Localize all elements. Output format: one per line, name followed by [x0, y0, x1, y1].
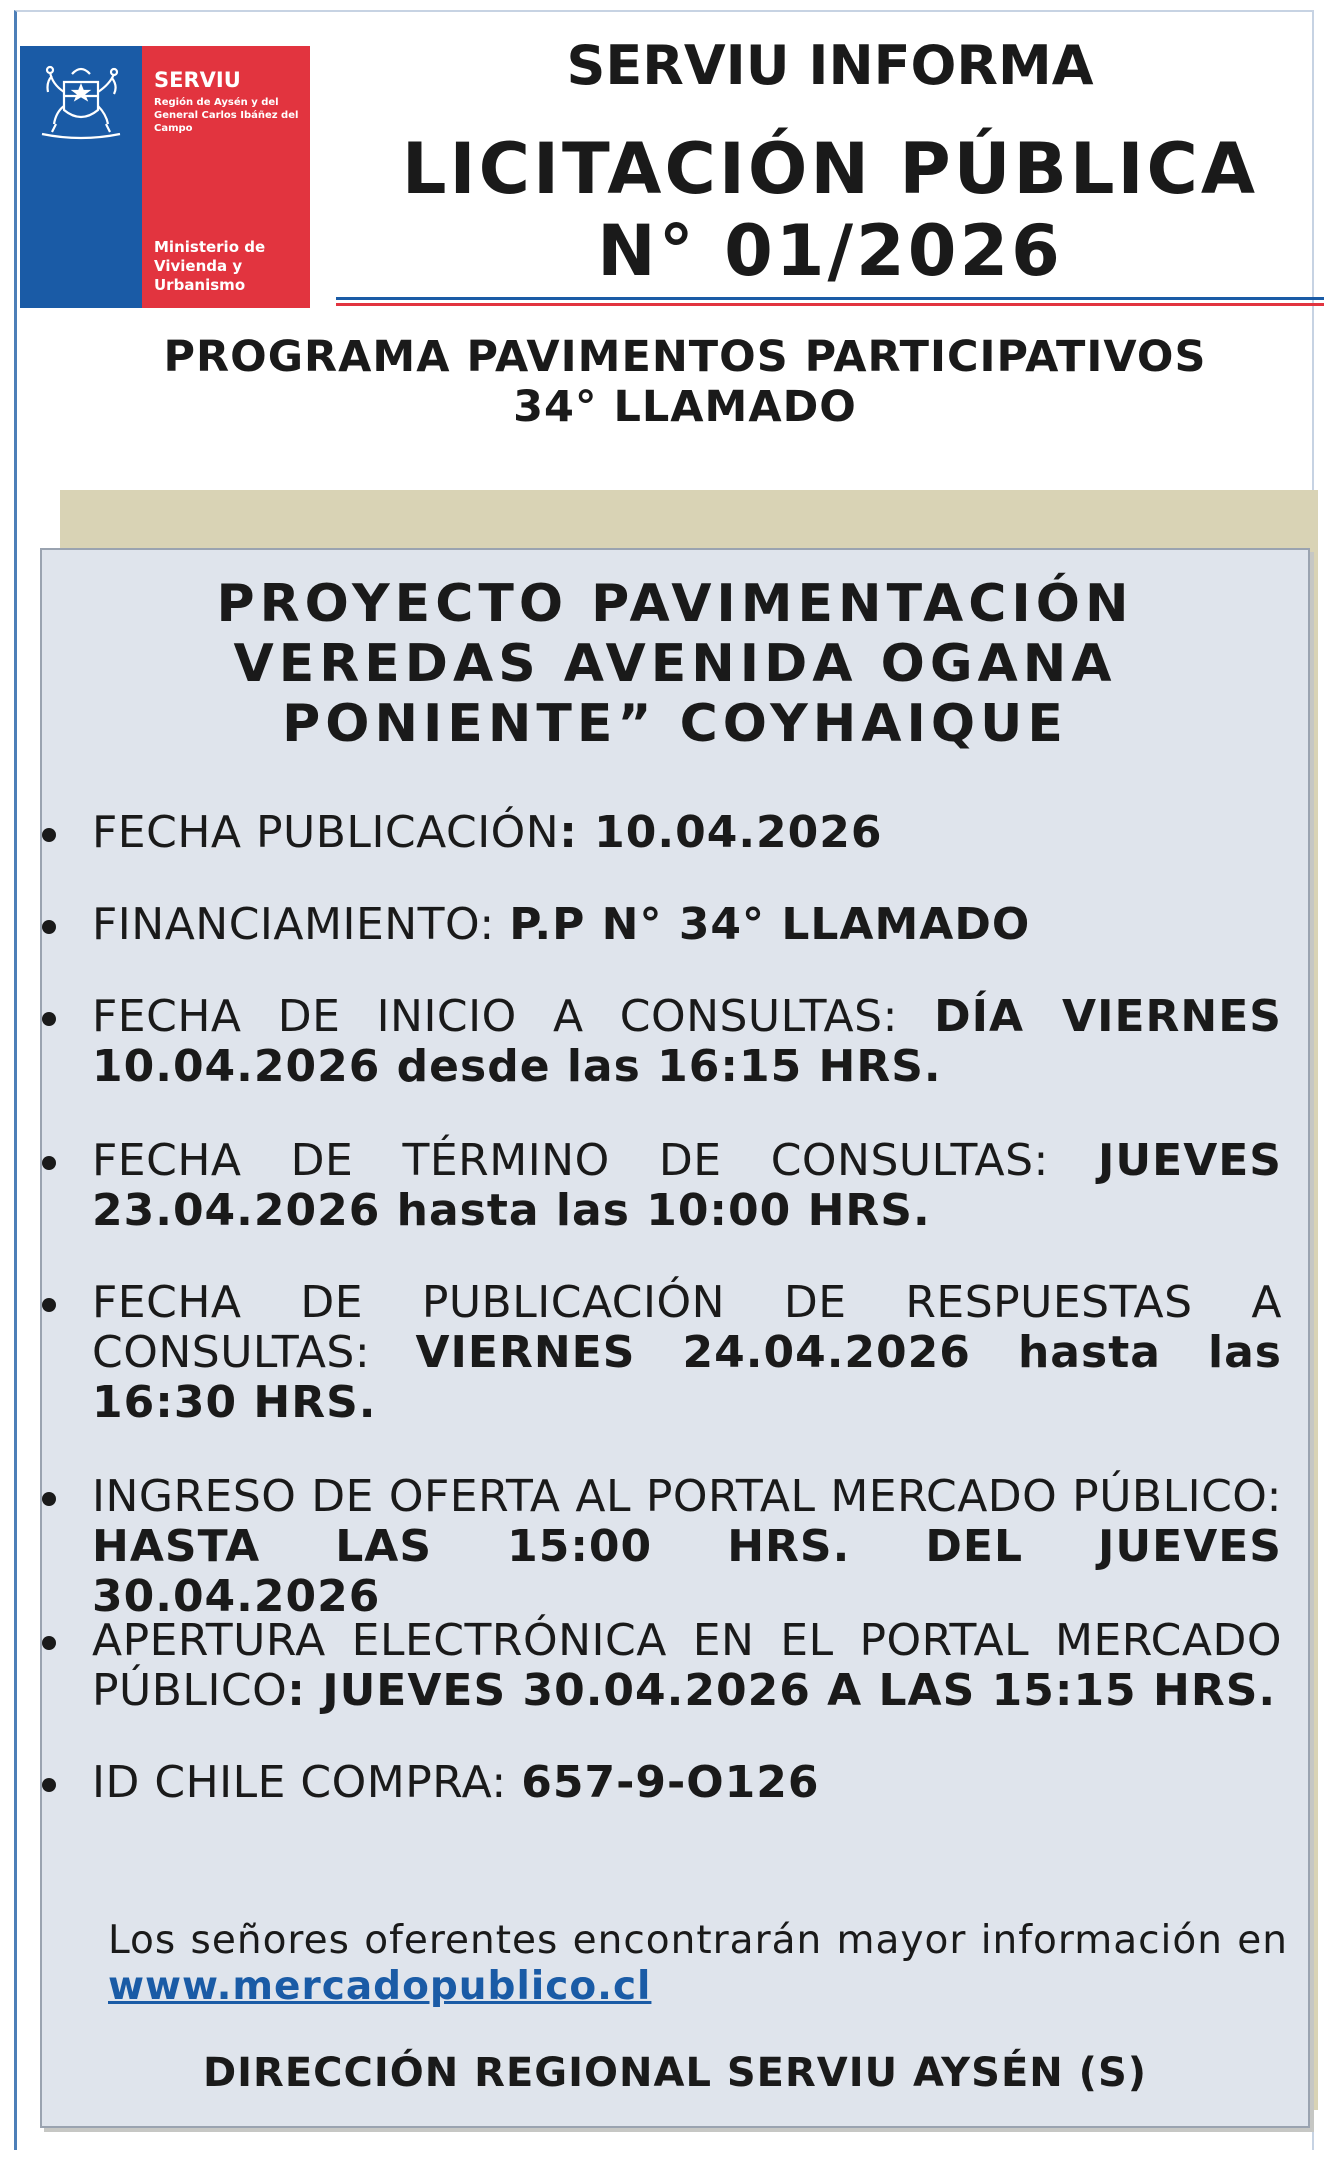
item-label: ID CHILE COMPRA: [92, 1757, 522, 1808]
project-title [42, 574, 1308, 754]
bullet-icon [42, 1636, 56, 1650]
header-rule-blue [336, 297, 1324, 300]
item-value: DÍA VIERNES 10.04.2026 desde las 16:15 HRS. [92, 991, 1282, 1092]
bullet-icon [42, 828, 56, 842]
item-label: FECHA PUBLICACIÓN [92, 807, 560, 858]
project-title-line1: PROYECTO PAVIMENTACIÓN [216, 574, 1134, 634]
header-title-line2: N° 01/2026 [597, 210, 1063, 292]
logo-red-panel [142, 46, 310, 308]
footnote [108, 1918, 1288, 2010]
project-title-line3: PONIENTE” COYHAIQUE [282, 694, 1068, 754]
program-heading [60, 332, 1310, 432]
header-rule-red [336, 303, 1324, 306]
item-value: JUEVES 30.04.2026 A LAS 15:15 HRS. [322, 1665, 1277, 1716]
mercadopublico-link[interactable]: www.mercadopublico.cl [108, 1964, 652, 2009]
header-title-line1: LICITACIÓN PÚBLICA [401, 128, 1259, 210]
item-label: FINANCIAMIENTO: [92, 899, 510, 950]
serviu-logo [20, 46, 310, 308]
logo-blue-panel [20, 46, 142, 308]
header-informa: SERVIU INFORMA [566, 34, 1094, 97]
bullet-icon [42, 1778, 56, 1792]
item-value: VIERNES 24.04.2026 hasta las 16:30 HRS. [92, 1327, 1282, 1428]
item-sep: : [287, 1665, 323, 1716]
item-value: P.P N° 34° LLAMADO [509, 899, 1031, 950]
item-label: FECHA DE PUBLICACIÓN DE RESPUESTAS A CONSULTAS: [92, 1277, 1282, 1378]
info-panel [40, 548, 1310, 2128]
signature: DIRECCIÓN REGIONAL SERVIU AYSÉN (S) [202, 2050, 1148, 2096]
bullet-icon [42, 920, 56, 934]
item-label: FECHA DE TÉRMINO DE CONSULTAS: [92, 1135, 1099, 1186]
item-label: INGRESO DE OFERTA AL PORTAL MERCADO PÚBLICO: [92, 1471, 1282, 1522]
logo-brand: SERVIU [154, 68, 241, 92]
footnote-text: Los señores oferentes encontrarán mayor información en [108, 1918, 1288, 1963]
item-value: JUEVES 23.04.2026 hasta las 10:00 HRS. [92, 1135, 1282, 1236]
bullet-icon [42, 1156, 56, 1170]
bullet-icon [42, 1012, 56, 1026]
logo-ministry: Ministerio de Vivienda y Urbanismo [154, 238, 266, 294]
program-line2: 34° LLAMADO [513, 382, 857, 432]
item-sep: : [559, 807, 595, 858]
item-label: FECHA DE INICIO A CONSULTAS: [92, 991, 935, 1042]
program-line1: PROGRAMA PAVIMENTOS PARTICIPATIVOS [163, 332, 1207, 382]
project-title-line2: VEREDAS AVENIDA OGANA [233, 634, 1117, 694]
bullet-icon [42, 1298, 56, 1312]
item-value: 657-9-O126 [521, 1757, 820, 1808]
logo-region: Región de Aysén y del General Carlos Ibáñez del Campo [154, 97, 299, 134]
chile-crest-icon [34, 62, 128, 142]
item-value: 10.04.2026 [594, 807, 883, 858]
item-label: APERTURA ELECTRÓNICA EN EL PORTAL MERCADO PÚBLICO [92, 1615, 1282, 1716]
item-value: HASTA LAS 15:00 HRS. DEL JUEVES 30.04.2026 [92, 1521, 1282, 1622]
bullet-icon [42, 1492, 56, 1506]
